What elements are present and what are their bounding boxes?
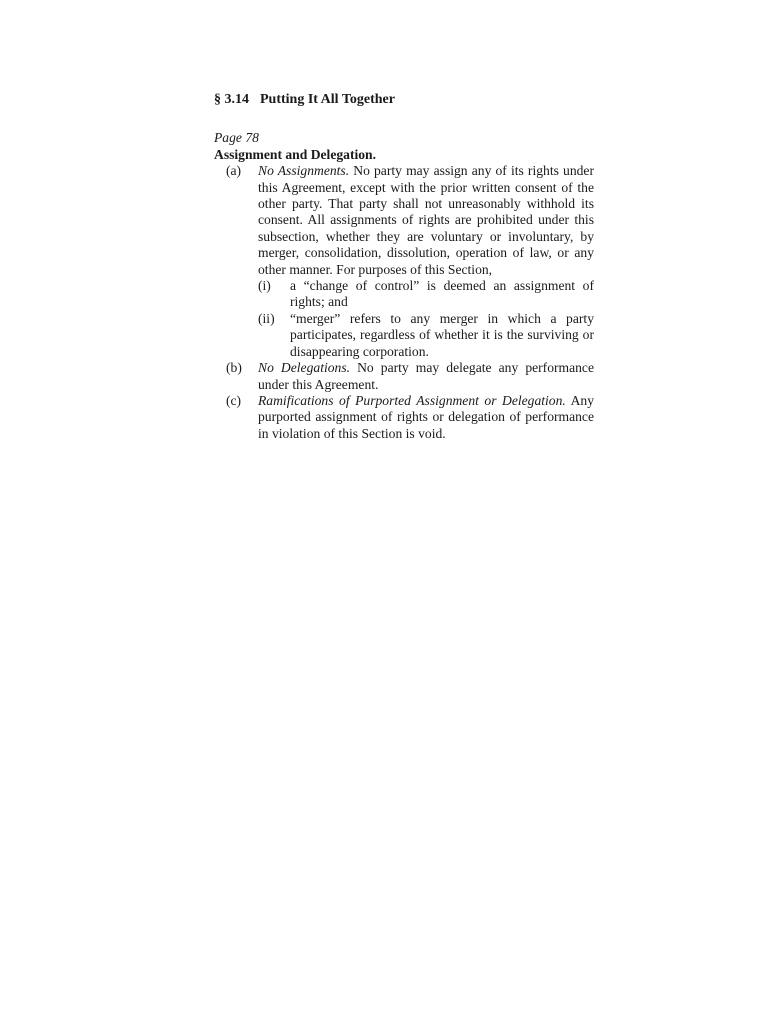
clause-item-c bbox=[214, 393, 594, 442]
item-marker: (c) bbox=[226, 392, 242, 408]
clause-item-a bbox=[214, 163, 594, 360]
subitem-i bbox=[258, 278, 594, 311]
item-text: No party may delegate any performance under this Agreement. bbox=[258, 360, 594, 392]
page-reference: Page 78 bbox=[214, 130, 259, 146]
item-marker: (b) bbox=[226, 360, 242, 376]
item-marker: (a) bbox=[226, 163, 242, 179]
section-heading bbox=[214, 92, 594, 108]
item-heading: Ramifications of Purported Assignment or Delegation. bbox=[258, 392, 566, 408]
subitem-marker: (ii) bbox=[258, 310, 275, 326]
subitem-text: “merger” refers to any merger in which a party participates, regardless of whether it is the surviving or disappearing corporation. bbox=[290, 310, 594, 359]
section-number: § 3.14 bbox=[214, 92, 249, 107]
item-text: Any purported assignment of rights or delegation of performance in violation of this Section is void. bbox=[258, 392, 594, 441]
document-page bbox=[214, 92, 594, 442]
subitem-text: a “change of control” is deemed an assignment of rights; and bbox=[290, 278, 594, 310]
subitem-marker: (i) bbox=[258, 278, 271, 294]
item-heading: No Delegations. bbox=[258, 360, 351, 376]
clause-item-b bbox=[214, 360, 594, 393]
item-heading: No Assignments. bbox=[258, 163, 350, 179]
clause-title: Assignment and Delegation. bbox=[214, 146, 377, 162]
subitem-ii bbox=[258, 311, 594, 360]
section-title: Putting It All Together bbox=[260, 92, 395, 107]
item-text: No party may assign any of its rights under this Agreement, except with the prior written consent of the other party. That party shall not unreasonably withhold its consent. All assignments of rights are prohibited under this subsection, whether they are voluntary or involuntary, by merger, consolidation, dissolution, operation of law, or any other manner. For purposes of this Section, bbox=[258, 163, 594, 277]
